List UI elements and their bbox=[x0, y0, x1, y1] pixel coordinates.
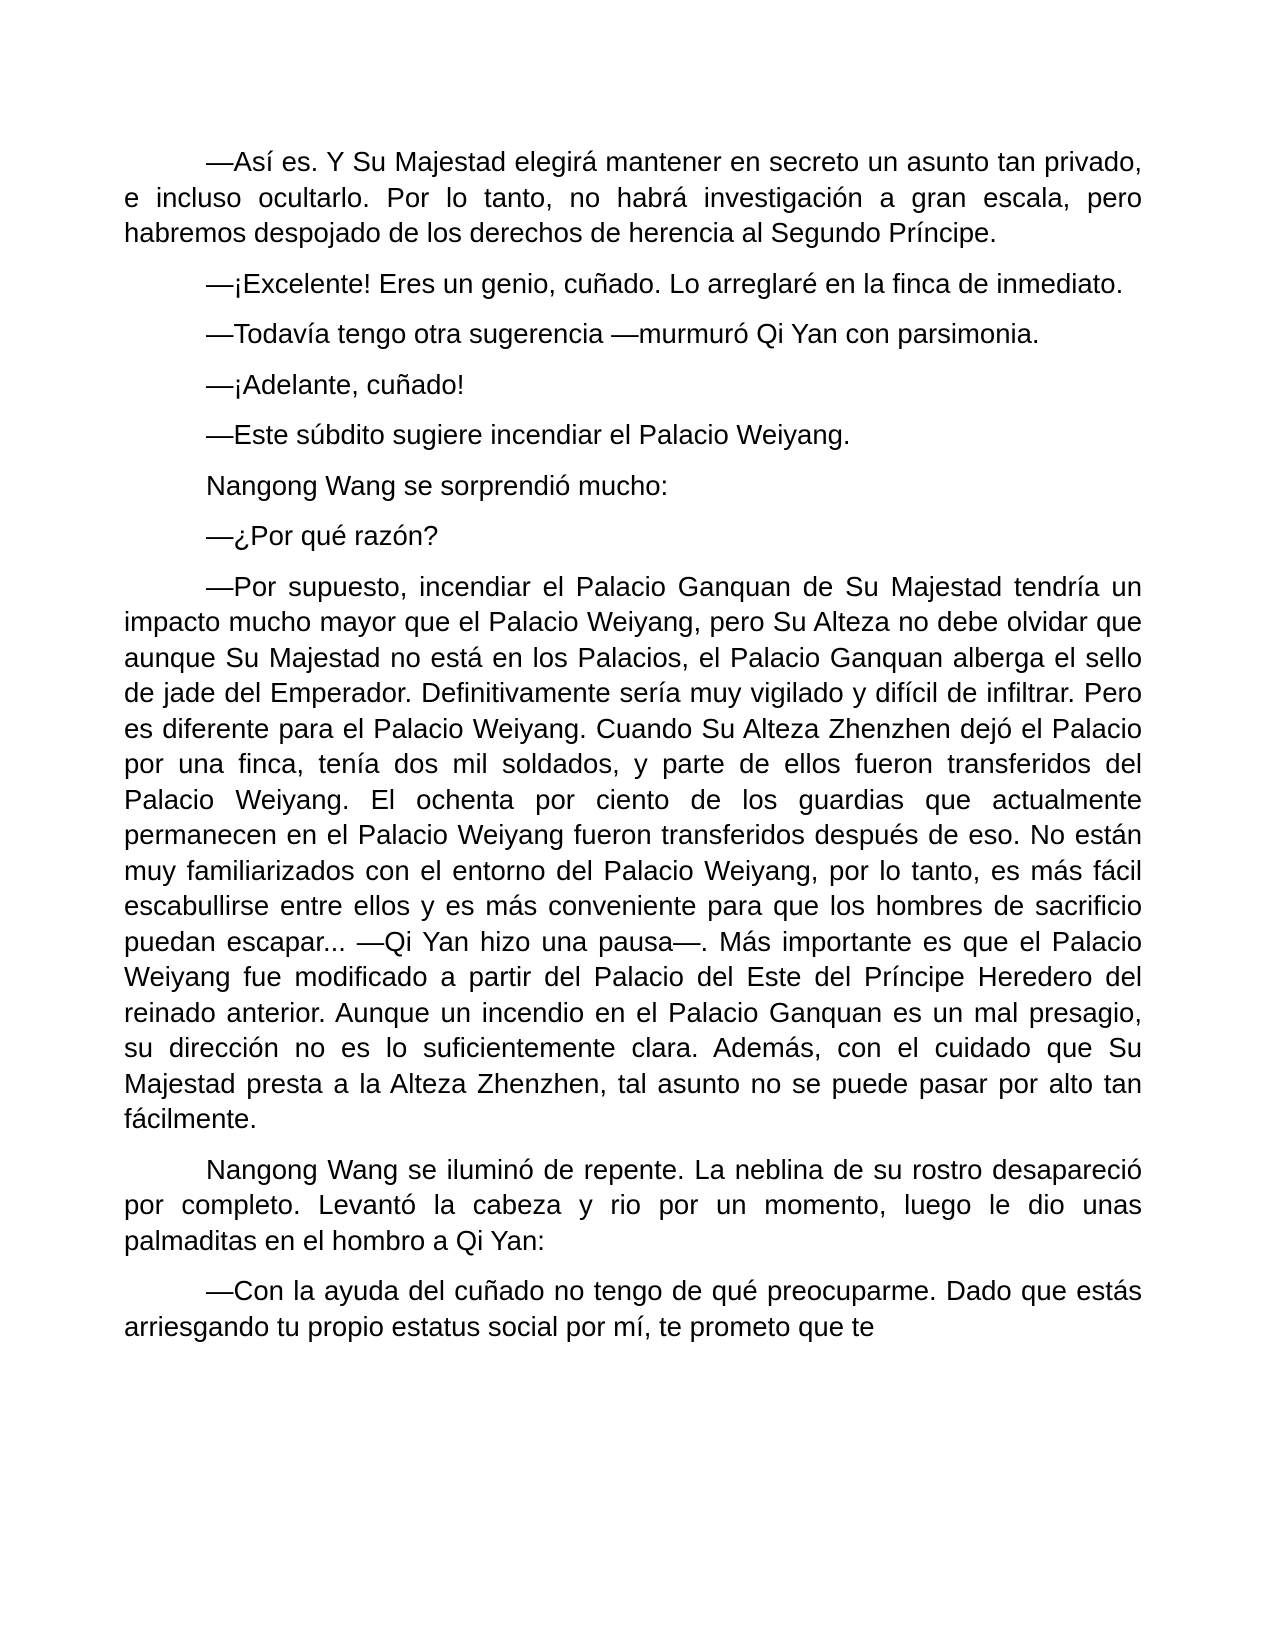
paragraph: —Este súbdito sugiere incendiar el Palacio Weiyang. bbox=[206, 419, 851, 450]
paragraph: —Con la ayuda del cuñado no tengo de qué preocuparme. Dado que estás arriesgando tu propio estatus social por mí, te prometo que te bbox=[124, 1275, 1142, 1342]
paragraph: Nangong Wang se iluminó de repente. La neblina de su rostro desapareció por completo. Levantó la cabeza y rio por un momento, luego le dio unas palmaditas en el hombro a Qi Yan: bbox=[124, 1153, 1142, 1256]
paragraph: Nangong Wang se sorprendió mucho: bbox=[206, 469, 669, 501]
text-body bbox=[124, 144, 1142, 1359]
paragraph: —¡Excelente! Eres un genio, cuñado. Lo arreglaré en la finca de inmediato. bbox=[206, 267, 1124, 299]
paragraph: —¿Por qué razón? bbox=[206, 520, 439, 551]
paragraph: —Así es. Y Su Majestad elegirá mantener en secreto un asunto tan privado, e incluso ocultarlo. Por lo tanto, no habrá investigación a gran escala, pero habremos despojado de los derechos de herencia al Segundo Príncipe. bbox=[124, 146, 1142, 248]
paragraph: —Por supuesto, incendiar el Palacio Ganquan de Su Majestad tendría un impacto mucho mayor que el Palacio Weiyang, pero Su Alteza no debe olvidar que aunque Su Majestad no está en los Palacios, el Palacio Ganquan alberga el sello de jade del Emperador. Definitivamente sería muy vigilado y difícil de infiltrar. Pero es diferente para el Palacio Weiyang. Cuando Su Alteza Zhenzhen dejó el Palacio por una finca, tenía dos mil soldados, y parte de ellos fueron transferidos del Palacio Weiyang. El ochenta por ciento de los guardias que actualmente permanecen en el Palacio Weiyang fueron transferidos después de eso. No están muy familiarizados con el entorno del Palacio Weiyang, por lo tanto, es más fácil escabullirse entre ellos y es más conveniente para que los hombres de sacrificio puedan escapar... —Qi Yan hizo una pausa—. Más importante es que el Palacio Weiyang fue modificado a partir del Palacio del Este del Príncipe Heredero del reinado anterior. Aunque un incendio en el Palacio Ganquan es un mal presagio, su dirección no es lo suficientemente clara. Además, con el cuidado que Su Majestad presta a la Alteza Zhenzhen, tal asunto no se puede pasar por alto tan fácilmente. bbox=[124, 570, 1142, 1134]
paragraph: —¡Adelante, cuñado! bbox=[206, 368, 465, 400]
paragraph: —Todavía tengo otra sugerencia —murmuró Qi Yan con parsimonia. bbox=[206, 318, 1040, 349]
